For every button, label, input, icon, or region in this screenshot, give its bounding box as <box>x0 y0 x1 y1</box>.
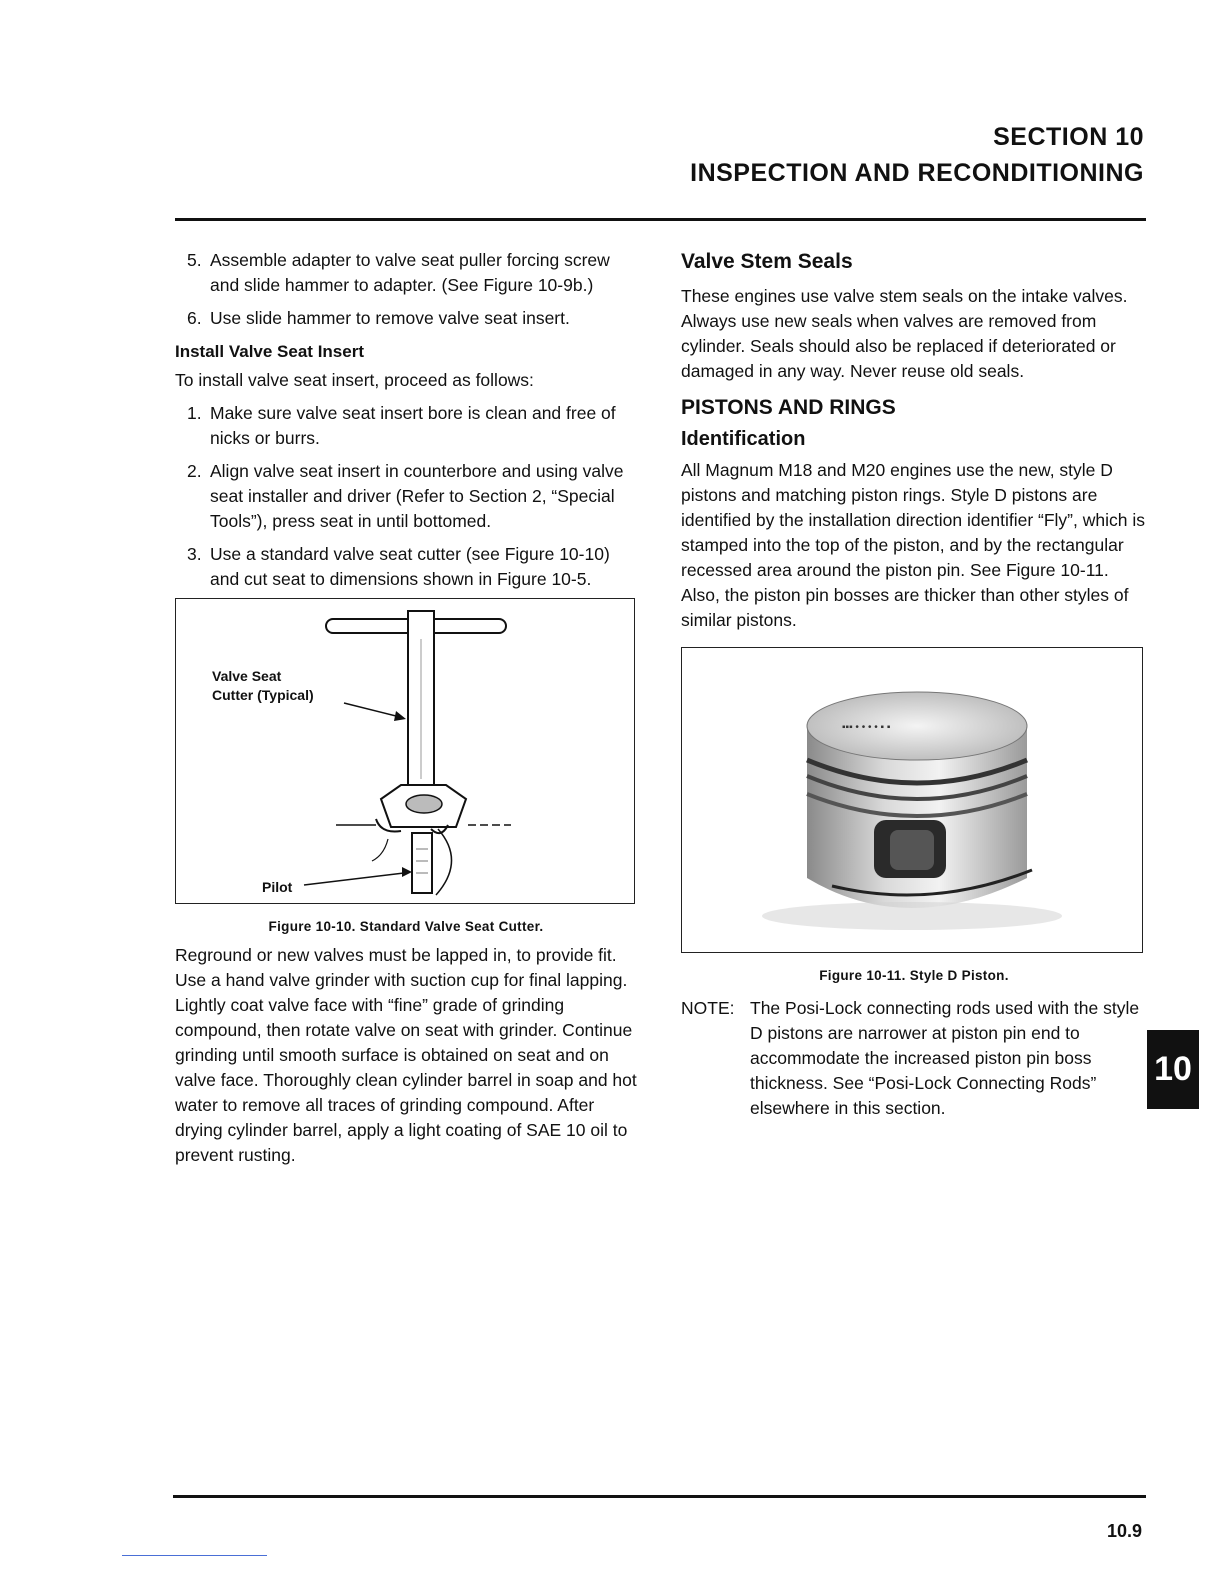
cutter-label: Valve Seat Cutter (Typical) <box>212 668 314 703</box>
note <box>681 996 1147 1121</box>
footer-rule <box>173 1495 1146 1498</box>
identification-heading: Identification <box>681 428 806 450</box>
piston-photo <box>682 648 1142 952</box>
step-2: 2. Align valve seat insert in counterbore and using valve seat installer and driver (Refer to Section 2, “Special Tools”), press seat in until bottomed. <box>187 461 624 531</box>
page-header <box>690 120 1144 190</box>
figure-10-10-caption: Figure 10-10. Standard Valve Seat Cutter. <box>268 919 544 934</box>
step-3: 3. Use a standard valve seat cutter (see Figure 10-10) and cut seat to dimensions shown in Figure 10-5. <box>187 544 610 589</box>
note-text: The Posi-Lock connecting rods used with the style D pistons are narrower at piston pin end to accommodate the increased piston pin boss thickness. See “Posi-Lock Connecting Rods” elsewhere in this section. <box>750 998 1140 1118</box>
figure-valve-seat-cutter <box>175 598 635 904</box>
figure-style-d-piston <box>681 647 1143 953</box>
lapping-paragraph: Reground or new valves must be lapped in, to provide fit. Use a hand valve grinder with suction cup for final lapping. Lightly coat valve face with “fine” grade of grinding compound, then rotate valve on seat with grinder. Continue grinding until smooth surface is obtained on seat and on valve face. Thoroughly clean cylinder barrel in soap and hot water to remove all traces of grinding compound. After drying cylinder barrel, apply a light coating of SAE 10 oil to prevent rusting. <box>175 945 637 1165</box>
svg-text:▪▪▪ • • • • ▪ ▪: ▪▪▪ • • • • ▪ ▪ <box>842 722 891 733</box>
pilot-label: Pilot <box>262 879 293 895</box>
install-intro: To install valve seat insert, proceed as follows: <box>175 370 534 390</box>
section-number: SECTION 10 <box>993 123 1144 151</box>
valve-stem-seals-heading: Valve Stem Seals <box>681 250 853 273</box>
header-rule <box>175 218 1146 221</box>
link-underline <box>122 1555 267 1556</box>
identification-text: All Magnum M18 and M20 engines use the new, style D pistons and matching piston rings. Style D pistons are identified by the installation direction identifier “Fly”, which is stamped into the top of the piston, and by the rectangular recessed area around the piston pin. See Figure 10-11. Also, the piston pin bosses are thicker than other styles of similar pistons. <box>681 460 1145 630</box>
page-number: 10.9 <box>1106 1521 1142 1541</box>
step-5: 5. Assemble adapter to valve seat puller forcing screw and slide hammer to adapter. (See Figure 10-9b.) <box>187 250 610 295</box>
valve-seat-cutter-illustration <box>176 599 634 903</box>
left-column <box>175 248 637 1176</box>
install-valve-seat-heading: Install Valve Seat Insert <box>175 342 364 361</box>
note-label: NOTE: <box>681 998 735 1018</box>
valve-stem-seals-text: These engines use valve stem seals on the intake valves. Always use new seals when valves are removed from cylinder. Seals should also be replaced if deteriorated or damaged in any way. Never reuse old seals. <box>681 286 1128 381</box>
section-title: INSPECTION AND RECONDITIONING <box>690 159 1144 187</box>
pistons-and-rings-heading: PISTONS AND RINGS <box>681 396 896 419</box>
figure-10-11-caption: Figure 10-11. Style D Piston. <box>819 968 1009 983</box>
right-column <box>681 248 1147 1121</box>
step-6: 6. Use slide hammer to remove valve seat insert. <box>187 308 570 328</box>
section-tab: 10 <box>1147 1030 1199 1109</box>
step-1: 1. Make sure valve seat insert bore is clean and free of nicks or burrs. <box>187 403 616 448</box>
